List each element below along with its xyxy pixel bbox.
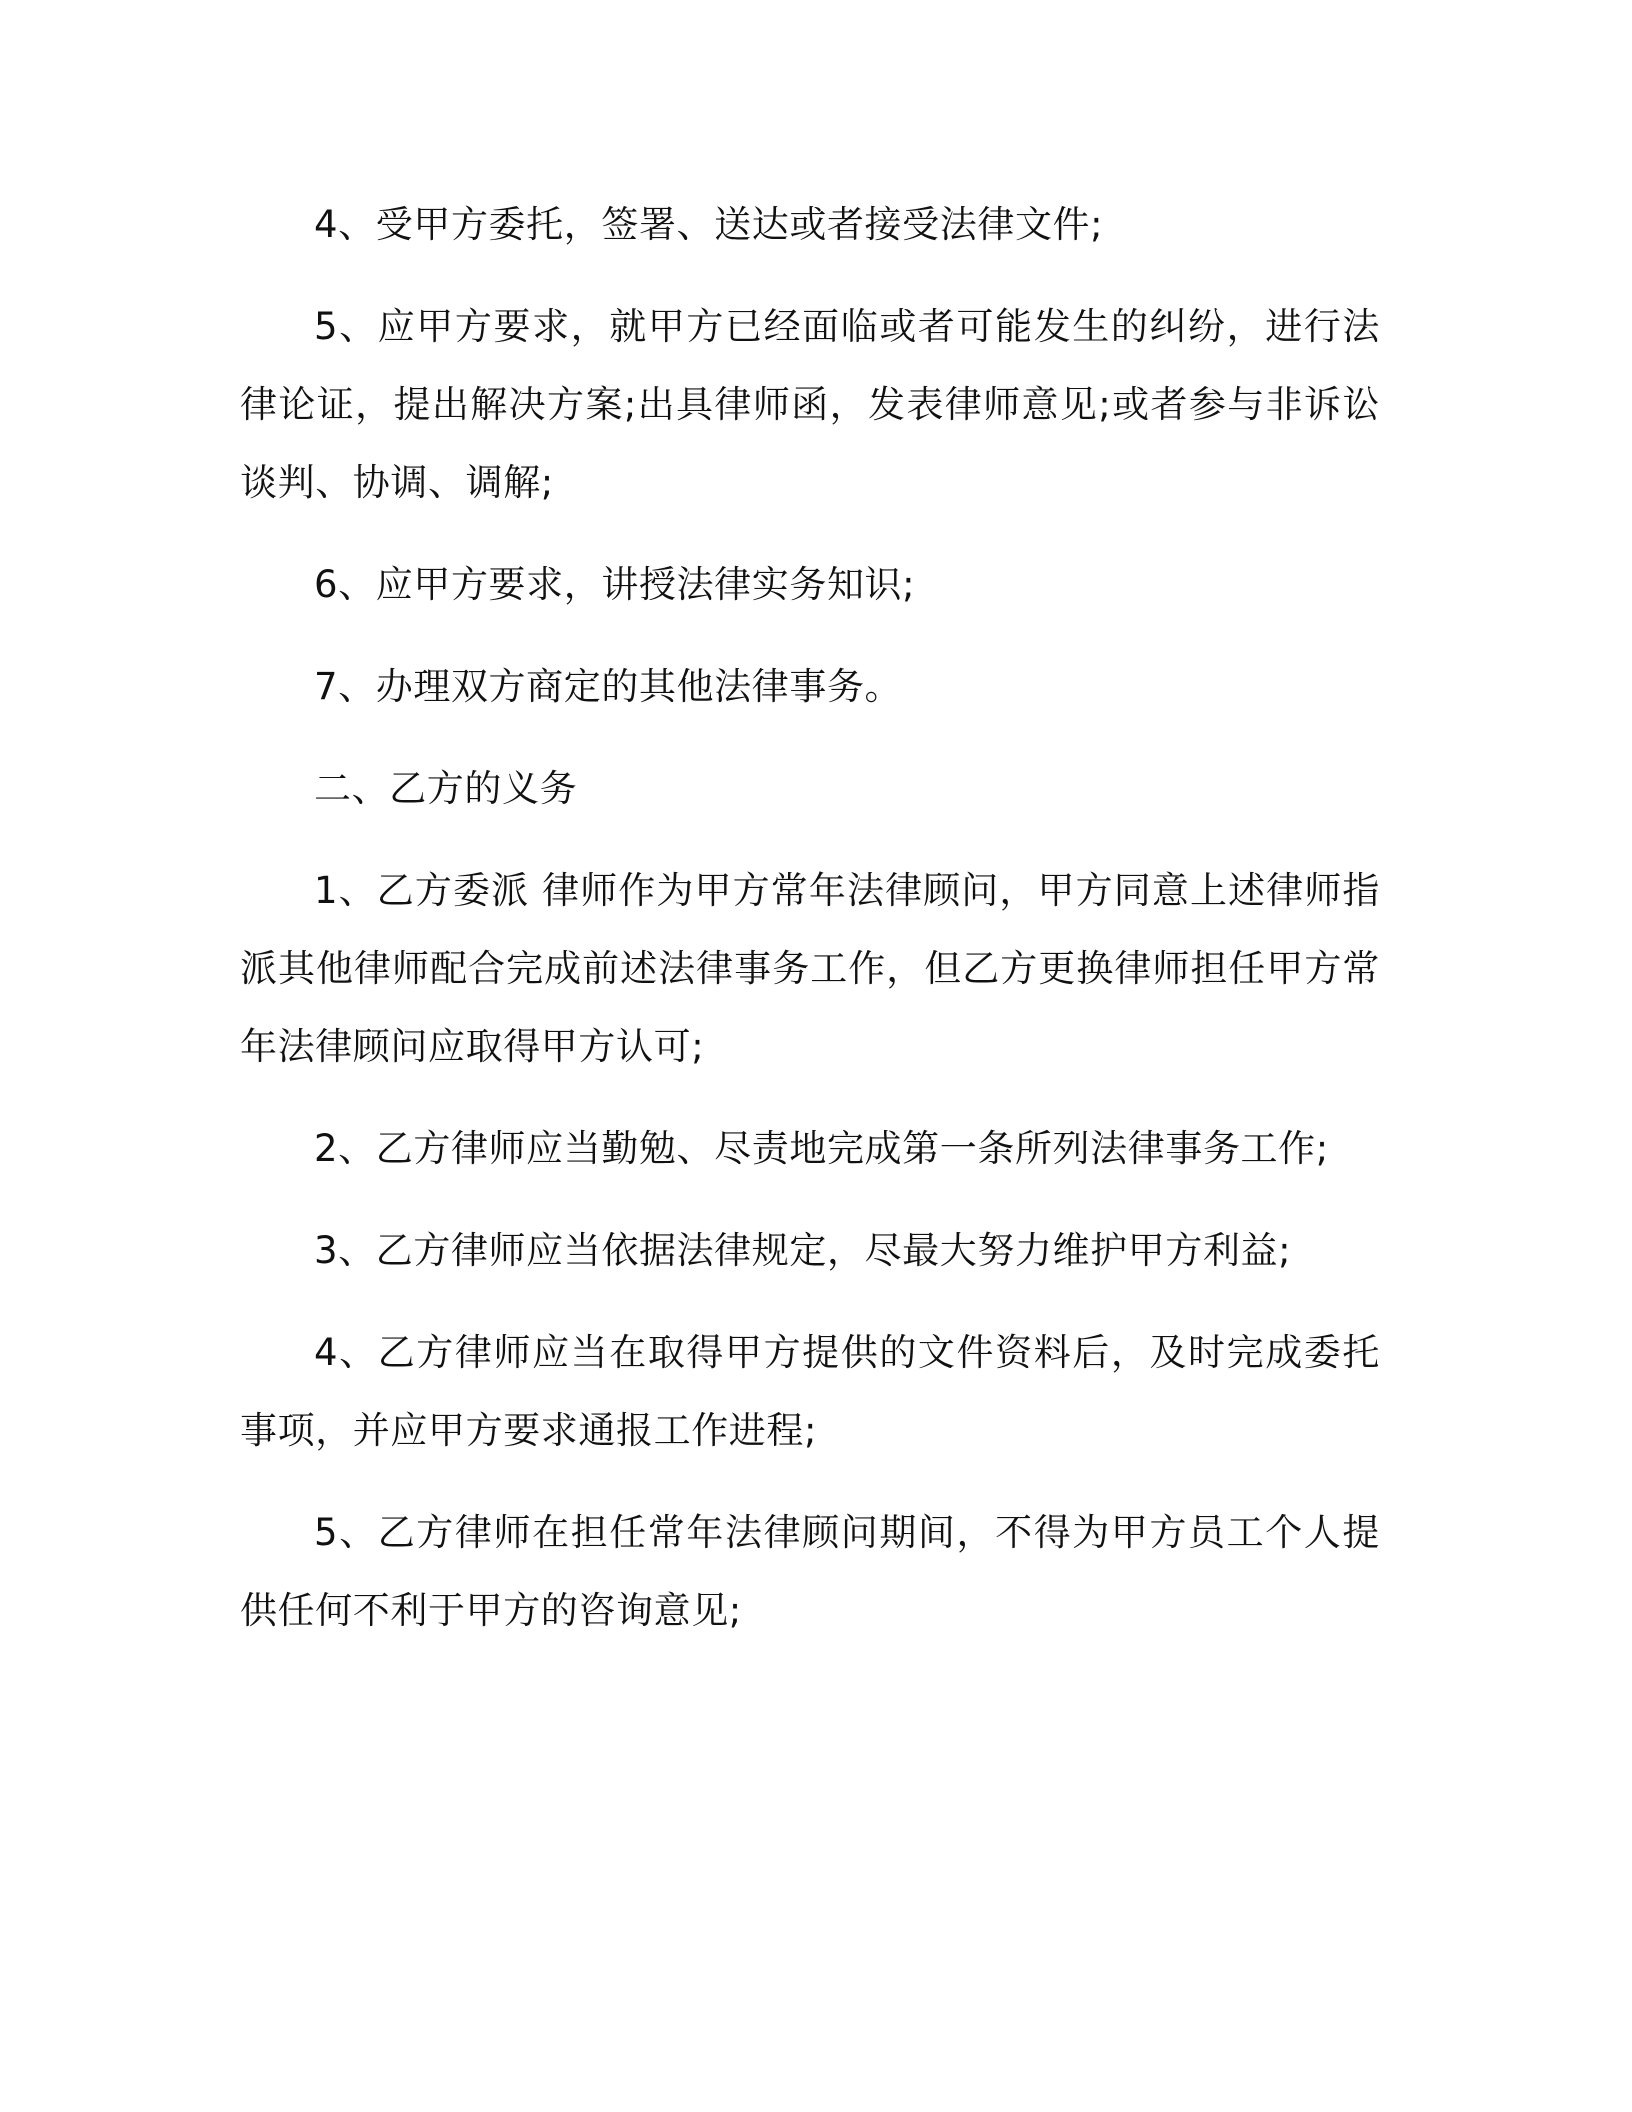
obligation-paragraph: 1、乙方委派 律师作为甲方常年法律顾问，甲方同意上述律师指派其他律师配合完成前述法律事务工作，但乙方更换律师担任甲方常年法律顾问应取得甲方认可; xyxy=(240,869,1380,1068)
obligation-paragraph: 2、乙方律师应当勤勉、尽责地完成第一条所列法律事务工作; xyxy=(314,1127,1329,1170)
clause-paragraph: 4、受甲方委托，签署、送达或者接受法律文件; xyxy=(314,203,1104,246)
obligation-paragraph: 5、乙方律师在担任常年法律顾问期间，不得为甲方员工个人提供任何不利于甲方的咨询意见; xyxy=(240,1511,1380,1632)
clause-paragraph: 7、办理双方商定的其他法律事务。 xyxy=(314,665,903,708)
obligation-paragraph: 3、乙方律师应当依据法律规定，尽最大努力维护甲方利益; xyxy=(314,1229,1292,1272)
document-body xyxy=(240,186,1380,1674)
clause-paragraph: 6、应甲方要求，讲授法律实务知识; xyxy=(314,563,916,606)
obligation-paragraph: 4、乙方律师应当在取得甲方提供的文件资料后，及时完成委托事项，并应甲方要求通报工作进程; xyxy=(240,1331,1380,1452)
clause-paragraph: 5、应甲方要求，就甲方已经面临或者可能发生的纠纷，进行法律论证，提出解决方案;出具律师函，发表律师意见;或者参与非诉讼谈判、协调、调解; xyxy=(240,305,1380,504)
section-heading: 二、乙方的义务 xyxy=(314,767,578,810)
